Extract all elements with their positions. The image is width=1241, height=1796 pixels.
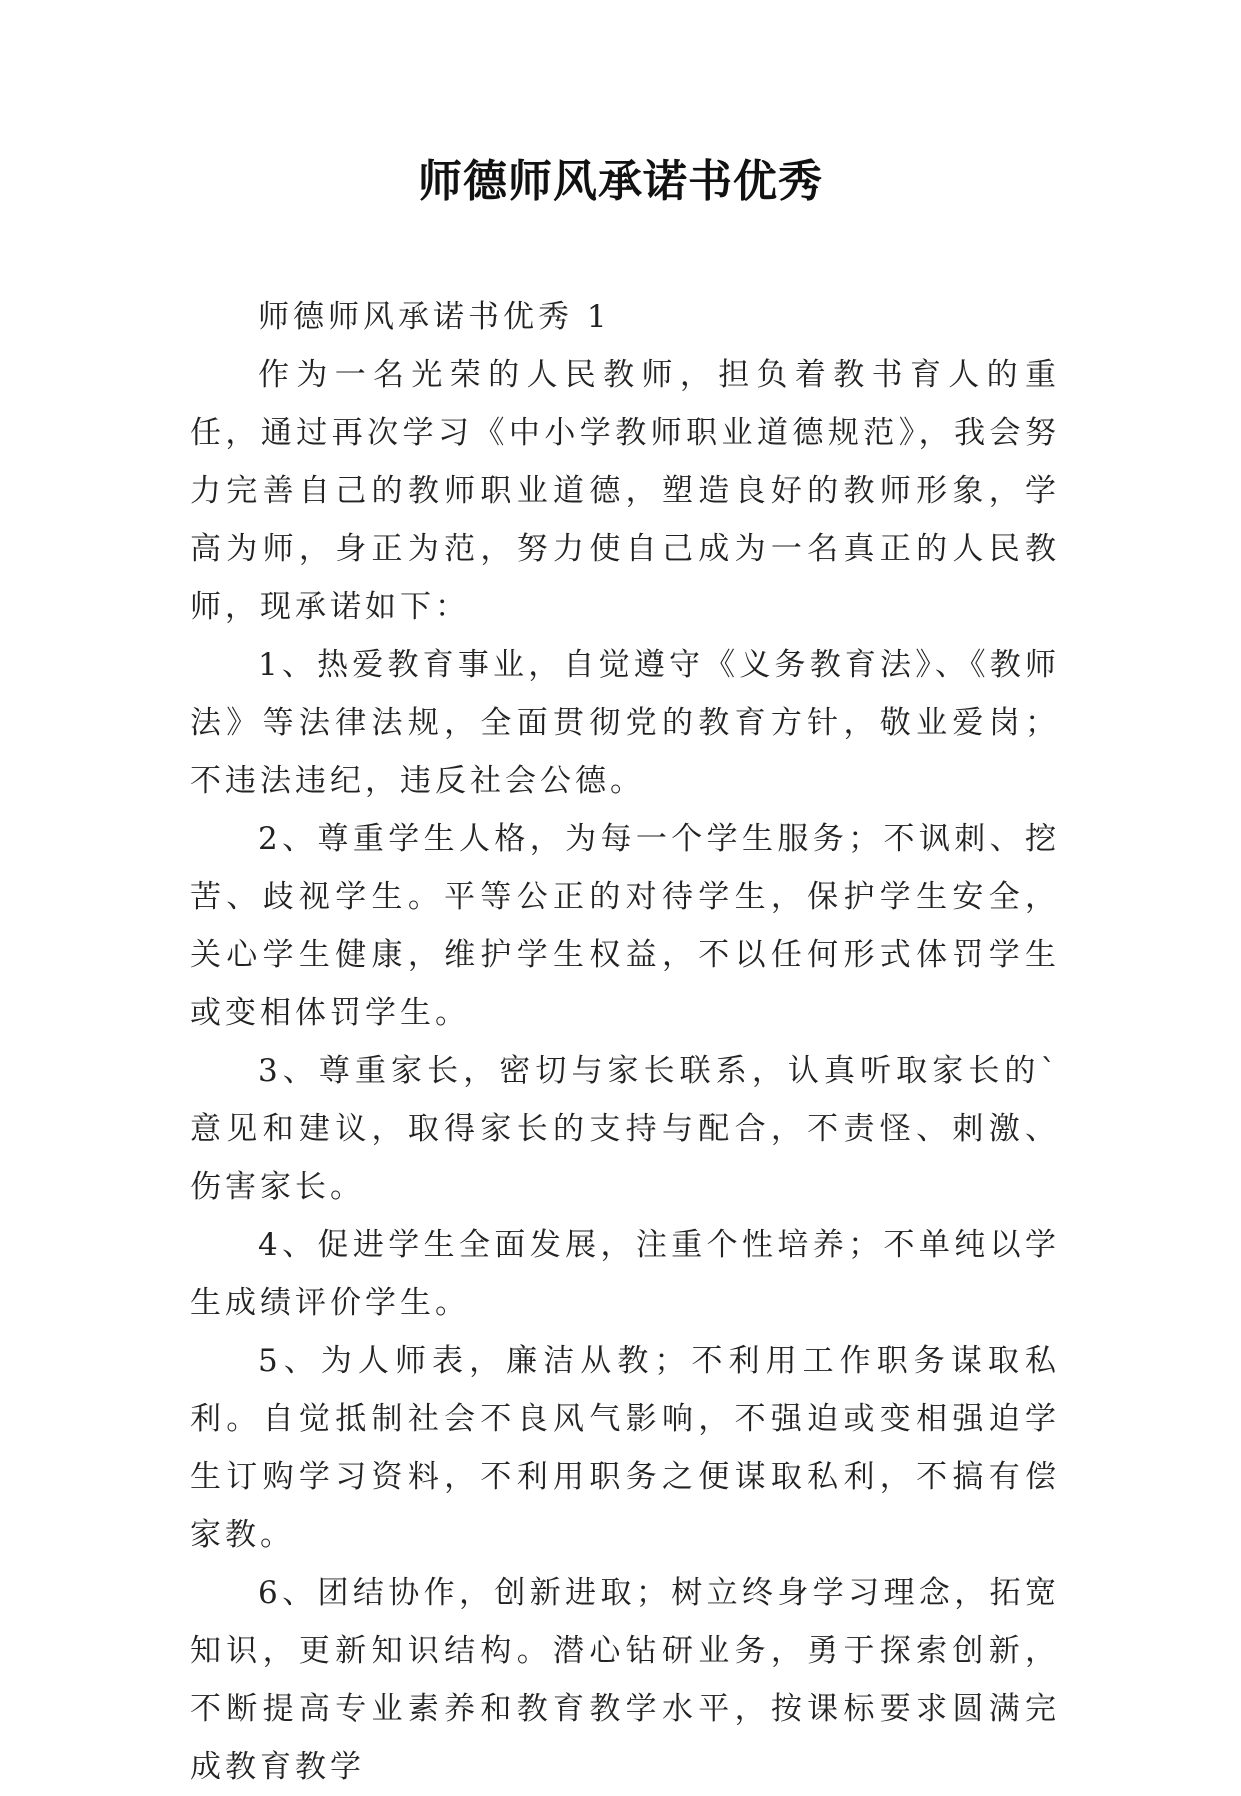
commitment-item-1: 1、热爱教育事业，自觉遵守《义务教育法》、《教师法》等法律法规，全面贯彻党的教育方针，敬业爱岗；不违法违纪，违反社会公德。 xyxy=(190,647,1060,799)
section-heading: 师德师风承诺书优秀 1 xyxy=(258,299,611,335)
commitment-item-4: 4、促进学生全面发展，注重个性培养；不单纯以学生成绩评价学生。 xyxy=(190,1227,1060,1321)
commitment-item-3: 3、尊重家长，密切与家长联系，认真听取家长的`意见和建议，取得家长的支持与配合，不责怪、刺激、伤害家长。 xyxy=(190,1053,1060,1205)
document-body xyxy=(190,288,1060,1796)
commitment-item-6: 6、团结协作，创新进取；树立终身学习理念，拓宽知识，更新知识结构。潜心钻研业务，勇于探索创新，不断提高专业素养和教育教学水平，按课标要求圆满完成教育教学 xyxy=(190,1575,1060,1785)
document-title: 师德师风承诺书优秀 xyxy=(418,156,823,207)
commitment-item-2: 2、尊重学生人格，为每一个学生服务；不讽刺、挖苦、歧视学生。平等公正的对待学生，保护学生安全，关心学生健康，维护学生权益，不以任何形式体罚学生或变相体罚学生。 xyxy=(190,821,1060,1031)
commitment-item-5: 5、为人师表，廉洁从教；不利用工作职务谋取私利。自觉抵制社会不良风气影响，不强迫或变相强迫学生订购学习资料，不利用职务之便谋取私利，不搞有偿家教。 xyxy=(190,1343,1060,1553)
intro-paragraph: 作为一名光荣的人民教师，担负着教书育人的重任，通过再次学习《中小学教师职业道德规范》，我会努力完善自己的教师职业道德，塑造良好的教师形象，学高为师，身正为范，努力使自己成为一名真正的人民教师，现承诺如下： xyxy=(190,357,1060,625)
